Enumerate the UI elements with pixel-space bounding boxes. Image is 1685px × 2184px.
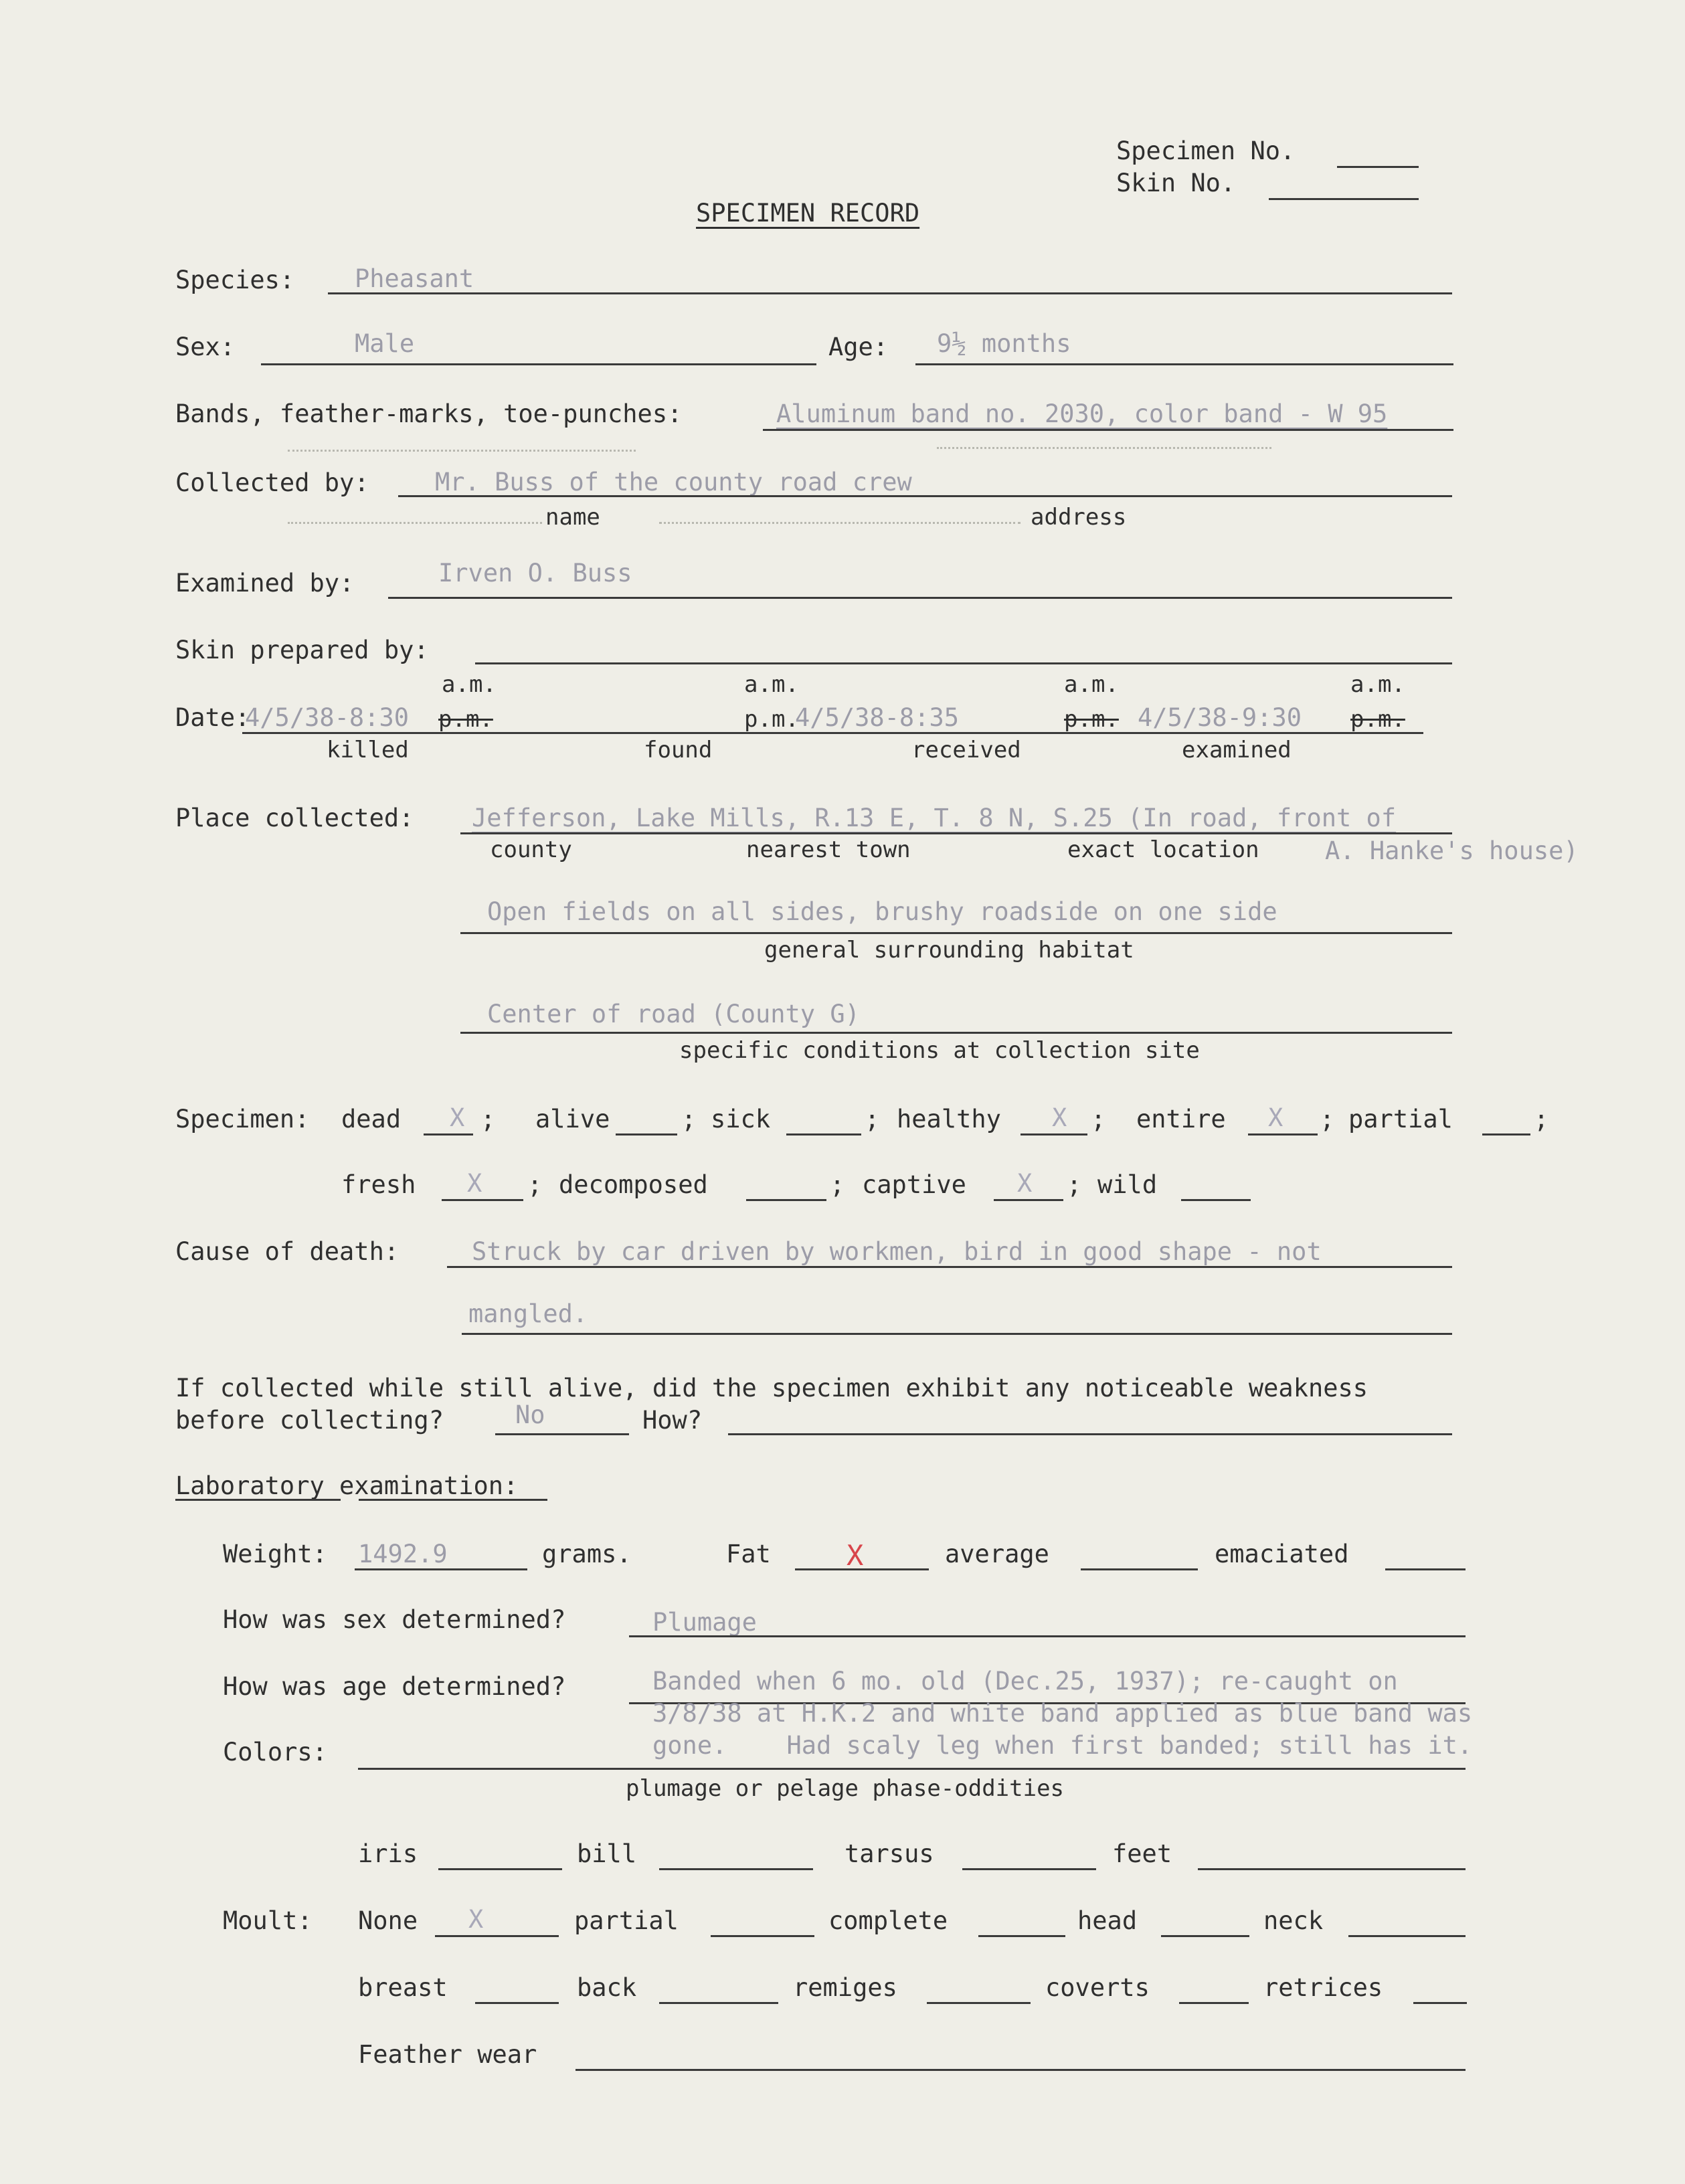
sex-value: Male <box>355 329 415 358</box>
collected-by-value: Mr. Buss of the county road crew <box>435 468 912 496</box>
lab-heading: Laboratory examination: <box>175 1471 519 1500</box>
semicolon: ; <box>865 1105 880 1133</box>
moult-neck-label: neck <box>1263 1906 1324 1935</box>
bill-label: bill <box>577 1839 637 1868</box>
decomposed-field[interactable] <box>746 1199 826 1201</box>
moult-remiges-label: remiges <box>793 1973 897 2002</box>
moult-remiges-field[interactable] <box>927 2002 1031 2004</box>
stray-dots <box>288 450 636 452</box>
partial-field[interactable] <box>1482 1133 1530 1135</box>
species-value: Pheasant <box>355 264 474 293</box>
found-am-label: a.m. <box>744 671 799 698</box>
bill-field[interactable] <box>659 1868 813 1870</box>
specimen-no-label: Specimen No. <box>1116 136 1296 165</box>
killed-am-label: a.m. <box>442 671 497 698</box>
sick-field[interactable] <box>786 1133 861 1135</box>
sex-determined-answer: Plumage <box>652 1608 757 1637</box>
county-caption: county <box>490 836 572 863</box>
sex-determined-question: How was sex determined? <box>223 1605 566 1634</box>
semicolon: ; <box>1067 1170 1082 1199</box>
semicolon: ; <box>830 1170 845 1199</box>
killed-date-value: 4/5/38-8:30 <box>245 703 410 732</box>
entire-field[interactable] <box>1248 1133 1318 1135</box>
found-caption: found <box>644 737 713 763</box>
alive-field[interactable] <box>616 1133 677 1135</box>
dead-mark: X <box>450 1103 465 1132</box>
moult-head-field[interactable] <box>1161 1935 1249 1937</box>
skin-prepared-label: Skin prepared by: <box>175 636 429 664</box>
moult-partial-field[interactable] <box>711 1935 814 1937</box>
entire-mark: X <box>1268 1103 1283 1132</box>
killed-pm-label: p.m. <box>438 706 493 733</box>
average-field[interactable] <box>1081 1568 1198 1570</box>
sex-determined-field[interactable] <box>629 1635 1466 1637</box>
examined-pm-label: p.m. <box>1350 706 1405 733</box>
semicolon: ; <box>1534 1105 1549 1133</box>
sex-label: Sex: <box>175 333 236 361</box>
age-answer-line1: Banded when 6 mo. old (Dec.25, 1937); re-caught on <box>652 1667 1398 1696</box>
examined-by-field[interactable] <box>388 597 1452 599</box>
found-pm-label: p.m. <box>744 706 799 733</box>
species-label: Species: <box>175 266 295 294</box>
place-collected-label: Place collected: <box>175 804 414 832</box>
examined-date-value: 4/5/38-9:30 <box>1138 703 1302 732</box>
exact-location-caption: exact location <box>1067 836 1259 863</box>
semicolon: ; <box>480 1105 496 1133</box>
stray-dots <box>659 522 1021 524</box>
plumage-caption: plumage or pelage phase-oddities <box>626 1775 1065 1802</box>
received-am-label: a.m. <box>1064 671 1119 698</box>
moult-retrices-label: retrices <box>1263 1973 1383 2002</box>
moult-none-label: None <box>358 1906 418 1935</box>
site-field[interactable] <box>460 1032 1452 1034</box>
emaciated-field[interactable] <box>1385 1568 1466 1570</box>
healthy-label: healthy <box>897 1105 1001 1133</box>
fat-mark: X <box>847 1539 864 1572</box>
emaciated-label: emaciated <box>1215 1540 1349 1568</box>
feather-wear-field[interactable] <box>575 2069 1466 2071</box>
received-pm-label: p.m. <box>1064 706 1119 733</box>
site-value: Center of road (County G) <box>487 1000 860 1028</box>
bands-field[interactable] <box>763 429 1453 431</box>
fresh-field[interactable] <box>442 1199 523 1201</box>
dead-field[interactable] <box>424 1133 473 1135</box>
bands-value: Aluminum band no. 2030, color band - W 95 <box>776 399 1388 428</box>
examined-by-label: Examined by: <box>175 569 355 598</box>
partial-label: partial <box>1348 1105 1453 1133</box>
feet-field[interactable] <box>1198 1868 1466 1870</box>
collected-name-caption: name <box>545 504 600 531</box>
moult-back-label: back <box>577 1973 637 2002</box>
age-answer-line3: gone. Had scaly leg when first banded; still has it. <box>652 1731 1473 1760</box>
wild-field[interactable] <box>1181 1199 1251 1201</box>
cause-field-line1[interactable] <box>447 1266 1452 1268</box>
examined-am-label: a.m. <box>1350 671 1405 698</box>
decomposed-label: decomposed <box>559 1170 708 1199</box>
weight-label: Weight: <box>223 1540 327 1568</box>
feather-wear-label: Feather wear <box>358 2040 537 2069</box>
weight-field[interactable] <box>355 1568 527 1570</box>
moult-breast-field[interactable] <box>475 2002 559 2004</box>
killed-caption: killed <box>327 737 409 763</box>
moult-partial-label: partial <box>574 1906 679 1935</box>
species-field[interactable] <box>328 292 1452 294</box>
how-field[interactable] <box>728 1433 1452 1435</box>
semicolon: ; <box>1320 1105 1335 1133</box>
skin-no-label: Skin No. <box>1116 169 1236 197</box>
bands-label: Bands, feather-marks, toe-punches: <box>175 399 683 428</box>
place-field[interactable] <box>460 832 1452 834</box>
alive-label: alive <box>535 1105 610 1133</box>
moult-complete-label: complete <box>828 1906 948 1935</box>
cause-value-line1: Struck by car driven by workmen, bird in good shape - not <box>472 1237 1322 1266</box>
moult-coverts-field[interactable] <box>1179 2002 1249 2004</box>
collected-by-field[interactable] <box>398 495 1452 497</box>
moult-label: Moult: <box>223 1906 313 1935</box>
stray-dots <box>288 522 542 524</box>
skin-no-field[interactable] <box>1269 198 1419 200</box>
age-value: 9½ months <box>937 329 1071 358</box>
place-value-line1: Jefferson, Lake Mills, R.13 E, T. 8 N, S.25 (In road, front of <box>472 804 1397 832</box>
captive-mark: X <box>1017 1169 1033 1198</box>
fat-label: Fat <box>726 1540 771 1568</box>
moult-complete-field[interactable] <box>978 1935 1065 1937</box>
feet-label: feet <box>1112 1839 1172 1868</box>
semicolon: ; <box>527 1170 543 1199</box>
weakness-answer-field[interactable] <box>495 1433 629 1435</box>
specimen-label: Specimen: <box>175 1105 310 1133</box>
captive-field[interactable] <box>994 1199 1063 1201</box>
moult-retrices-field[interactable] <box>1413 2002 1467 2004</box>
form-title: SPECIMEN RECORD <box>696 199 920 227</box>
age-determined-question: How was age determined? <box>223 1672 566 1701</box>
age-field[interactable] <box>915 363 1453 365</box>
fresh-label: fresh <box>341 1170 416 1199</box>
collected-address-caption: address <box>1031 504 1127 531</box>
moult-neck-field[interactable] <box>1348 1935 1466 1937</box>
grams-label: grams. <box>542 1540 632 1568</box>
cause-of-death-label: Cause of death: <box>175 1237 400 1266</box>
cause-field-line2[interactable] <box>462 1333 1452 1335</box>
stray-dots <box>937 447 1271 449</box>
date-label: Date: <box>175 703 250 732</box>
colors-field[interactable] <box>358 1768 1466 1770</box>
captive-label: captive <box>862 1170 966 1199</box>
healthy-mark: X <box>1052 1103 1067 1132</box>
examined-by-value: Irven O. Buss <box>438 559 632 587</box>
received-date-value: 4/5/38-8:35 <box>795 703 960 732</box>
semicolon: ; <box>1091 1105 1106 1133</box>
habitat-field[interactable] <box>460 932 1452 934</box>
colors-label: Colors: <box>223 1738 327 1766</box>
date-field[interactable] <box>242 732 1423 734</box>
moult-coverts-label: coverts <box>1045 1973 1150 2002</box>
moult-breast-label: breast <box>358 1973 448 2002</box>
tarsus-label: tarsus <box>845 1839 934 1868</box>
iris-field[interactable] <box>438 1868 562 1870</box>
fresh-mark: X <box>467 1169 482 1198</box>
weight-value: 1492.9 <box>358 1540 448 1568</box>
age-answer-line2: 3/8/38 at H.K.2 and white band applied as blue band was <box>652 1699 1473 1728</box>
lab-heading-underline <box>175 1499 341 1501</box>
healthy-field[interactable] <box>1021 1133 1087 1135</box>
iris-label: iris <box>358 1839 418 1868</box>
collected-by-label: Collected by: <box>175 468 369 497</box>
skin-prepared-field[interactable] <box>475 662 1452 664</box>
how-label: How? <box>642 1406 703 1435</box>
wild-label: wild <box>1097 1170 1158 1199</box>
habitat-caption: general surrounding habitat <box>764 937 1134 964</box>
received-caption: received <box>911 737 1021 763</box>
cause-value-line2: mangled. <box>468 1299 588 1328</box>
tarsus-field[interactable] <box>962 1868 1096 1870</box>
dead-label: dead <box>341 1105 402 1133</box>
age-label: Age: <box>828 333 889 361</box>
lab-heading-underline <box>359 1499 547 1501</box>
examined-caption: examined <box>1182 737 1292 763</box>
place-value-line2: A. Hanke's house) <box>1325 836 1579 865</box>
site-caption: specific conditions at collection site <box>679 1037 1200 1064</box>
average-label: average <box>945 1540 1049 1568</box>
weakness-question-line1: If collected while still alive, did the specimen exhibit any noticeable weakness <box>175 1374 1368 1402</box>
weakness-answer: No <box>515 1400 545 1429</box>
habitat-value: Open fields on all sides, brushy roadside on one side <box>487 897 1277 926</box>
nearest-town-caption: nearest town <box>746 836 911 863</box>
semicolon: ; <box>681 1105 697 1133</box>
weakness-question-line2: before collecting? <box>175 1406 444 1435</box>
fat-field[interactable] <box>795 1568 929 1570</box>
moult-none-mark: X <box>468 1905 484 1934</box>
moult-none-field[interactable] <box>435 1935 559 1937</box>
moult-head-label: head <box>1077 1906 1138 1935</box>
specimen-no-field[interactable] <box>1337 166 1419 168</box>
entire-label: entire <box>1136 1105 1226 1133</box>
sex-field[interactable] <box>261 363 816 365</box>
sick-label: sick <box>711 1105 771 1133</box>
moult-back-field[interactable] <box>659 2002 778 2004</box>
